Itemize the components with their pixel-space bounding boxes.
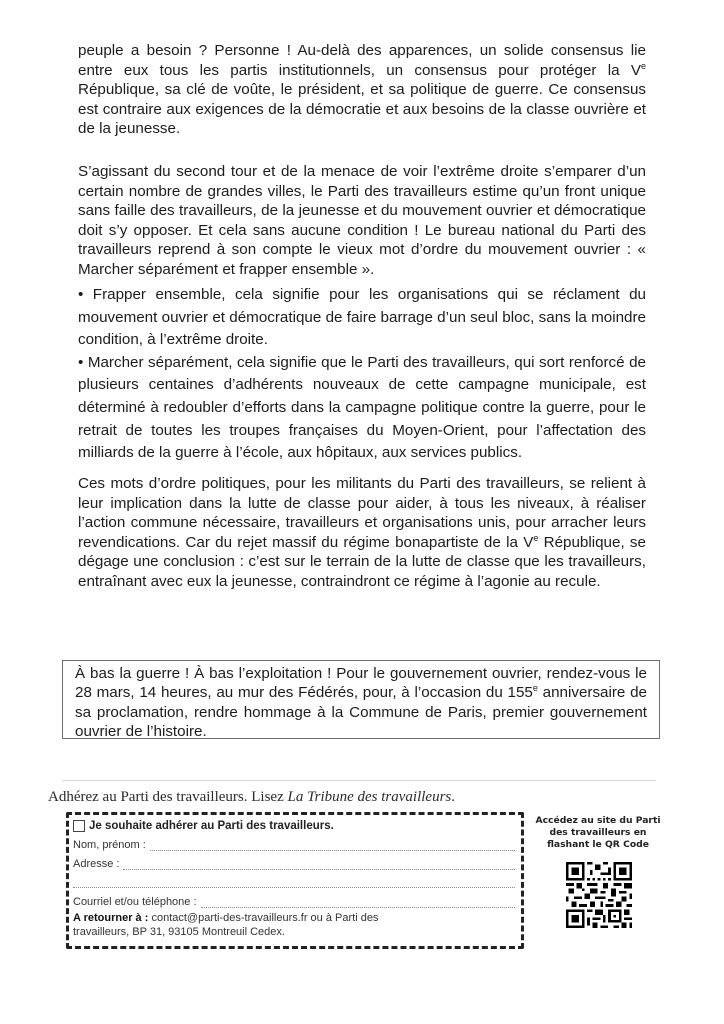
article-paragraph-1 [78, 41, 646, 139]
checkbox-label: Je souhaite adhérer au Parti des travailleurs. [89, 820, 334, 832]
paragraph-text: peuple a besoin ? Personne ! Au-delà des apparences, un solide consensus lie entre eux tous les partis institutionnels, un consensus pour protéger la [78, 42, 646, 79]
callout-text: À bas la guerre ! À bas l’exploitation ! Pour le gouvernement ouvrier, rendez-vous le 28 mars, 14 heures, au mur des Fédérés, pour, à l’occasion du 155 [75, 665, 647, 702]
name-field[interactable] [150, 840, 515, 851]
roman-numeral: V [630, 61, 641, 79]
join-checkbox[interactable] [73, 820, 85, 832]
address-label: Adresse : [73, 858, 120, 870]
address-field[interactable] [123, 859, 515, 870]
roman-numeral: V [523, 533, 534, 551]
name-field-row [73, 839, 515, 851]
superscript: e [532, 683, 538, 694]
bullet-item: • Marcher séparément, cela signifie que le Parti des travailleurs, qui sort renforcé de plusieurs centaines d’adhérents nouveaux de cette campagne municipale, est déterminé à redoubler d’efforts dans la campagne politique contre la guerre, pour le retrait de toutes les troupes françaises du Moyen-Orient, pour l’affectation des milliards de la guerre à l’école, aux hôpitaux, aux services publics. [78, 353, 646, 462]
join-checkbox-row[interactable] [73, 820, 515, 832]
callout-box [62, 660, 660, 739]
article-paragraph-2 [78, 162, 646, 280]
contact-field[interactable] [201, 897, 515, 908]
membership-heading [48, 789, 455, 806]
name-label: Nom, prénom : [73, 839, 146, 851]
paragraph-text: République, se dégage une conclusion : c’est sur le terrain de la lutte de classe que les travailleurs, entraînant avec eux la jeunesse, contraindront ce régime à l’agonie au recule. [78, 533, 646, 590]
membership-form [66, 812, 524, 949]
bullet-item: • Frapper ensemble, cela signifie pour les organisations qui se réclament du mouvement ouvrier et démocratique de faire barrage d’un seul bloc, sans la moindre condition, à l’extrême droite. [78, 286, 646, 349]
superscript: e [640, 60, 646, 71]
contact-field-row [73, 896, 515, 908]
heading-punct: . [451, 789, 456, 805]
qr-code-icon[interactable] [566, 862, 632, 928]
address-field-row [73, 858, 515, 870]
paragraph-text: S’agissant du second tour et de la menace de voir l’extrême droite s’emparer d’un certain nombre de grandes villes, le Parti des travailleurs estime qu’un front unique sans faille des travailleurs, de la jeunesse et du mouvement ouvrier et démocratique doit s’y opposer. Et cela sans aucune condition ! Le bureau national du Parti des travailleurs reprend à son compte le vieux mot d’ordre du mouvement ouvrier : « Marcher séparément et frapper ensemble ». [78, 163, 646, 278]
address-line-2-field[interactable] [73, 877, 515, 888]
qr-caption: Accédez au site du Parti des travailleurs en flashant le QR Code [535, 815, 661, 850]
separator-line [62, 780, 656, 781]
bullet-list [78, 284, 646, 465]
heading-text: Adhérez au Parti des travailleurs. Lisez [48, 789, 284, 805]
newspaper-title: La Tribune des travailleurs [287, 789, 452, 805]
article-paragraph-3 [78, 474, 646, 592]
superscript: e [533, 532, 539, 543]
address-line-2-row [73, 877, 515, 888]
return-text: contact@parti-des-travailleurs.fr ou à Parti des travailleurs, BP 31, 93105 Montreuil Cedex. [73, 912, 379, 938]
return-label: A retourner à : [73, 912, 149, 924]
paragraph-text: République, sa clé de voûte, le président, et sa politique de guerre. Ce consensus est contraire aux exigences de la démocratie et aux besoins de la classe ouvrière et de la jeunesse. [78, 81, 646, 138]
callout-text: anniversaire de sa proclamation, rendre hommage à la Commune de Paris, premier gouvernement ouvrier de l’histoire. [75, 684, 648, 741]
contact-label: Courriel et/ou téléphone : [73, 896, 197, 908]
return-address [73, 911, 403, 939]
paragraph-text: Ces mots d’ordre politiques, pour les militants du Parti des travailleurs, se relient à leur implication dans la lutte de classe pour aider, à tous les niveaux, à réaliser l’action commune nécessaire, travailleurs et organisations unis, pour arracher leurs revendications. Car du rejet massif du régime bonapartiste de la [78, 475, 646, 551]
